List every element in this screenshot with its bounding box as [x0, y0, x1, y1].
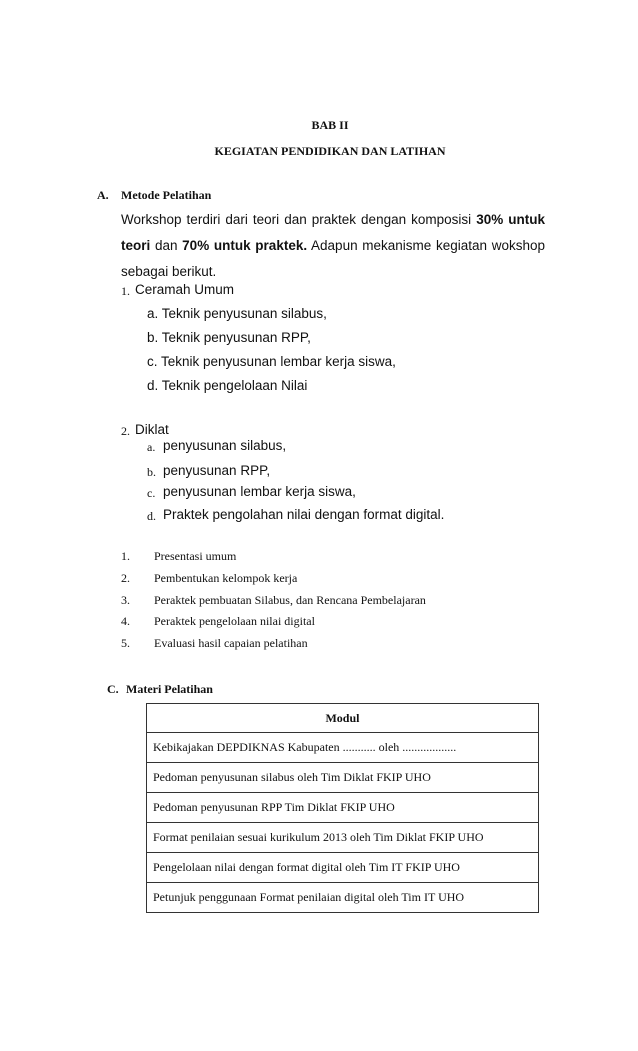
list2-item: Praktek pengolahan nilai dengan format digital. — [163, 507, 445, 522]
list2-letter: d. — [147, 509, 156, 523]
list1-item: a. Teknik penyusunan silabus, — [147, 306, 327, 321]
list2-title: Diklat — [135, 422, 169, 437]
table-cell: Pedoman penyusunan RPP Tim Diklat FKIP UHO — [147, 793, 539, 823]
table-cell: Pengelolaan nilai dengan format digital oleh Tim IT FKIP UHO — [147, 853, 539, 883]
list3-number: 4. — [121, 614, 130, 628]
list3-item: Pembentukan kelompok kerja — [154, 571, 298, 585]
table-row — [147, 763, 539, 793]
list3-item: Peraktek pengelolaan nilai digital — [154, 614, 315, 628]
section-a-letter: A. — [97, 188, 109, 202]
table-header-modul: Modul — [147, 704, 539, 733]
list2-item: penyusunan silabus, — [163, 438, 287, 453]
section-a-paragraph: Workshop terdiri dari teori dan praktek dengan komposisi 30% untuk teori dan 70% untuk praktek. Adapun mekanisme kegiatan wokshop sebagai berikut. — [121, 212, 545, 279]
list3-item: Peraktek pembuatan Silabus, dan Rencana Pembelajaran — [154, 593, 426, 607]
chapter-title: KEGIATAN PENDIDIKAN DAN LATIHAN — [214, 144, 446, 158]
table-cell: Format penilaian sesuai kurikulum 2013 oleh Tim Diklat FKIP UHO — [147, 823, 539, 853]
list2-item: penyusunan RPP, — [163, 463, 271, 478]
section-a-title: Metode Pelatihan — [121, 188, 212, 202]
table-cell: Pedoman penyusunan silabus oleh Tim Diklat FKIP UHO — [147, 763, 539, 793]
list1-item: b. Teknik penyusunan RPP, — [147, 330, 311, 345]
list3-number: 3. — [121, 593, 130, 607]
list1-title: Ceramah Umum — [135, 282, 235, 297]
list3-item: Presentasi umum — [154, 549, 237, 563]
list1-number: 1. — [121, 284, 130, 298]
modul-table — [146, 703, 539, 913]
table-row — [147, 883, 539, 913]
table-row — [147, 853, 539, 883]
table-row — [147, 793, 539, 823]
list3-number: 2. — [121, 571, 130, 585]
list2-letter: c. — [147, 486, 156, 500]
list2-letter: b. — [147, 465, 156, 479]
table-header-row — [147, 704, 539, 733]
table-cell: Petunjuk penggunaan Format penilaian digital oleh Tim IT UHO — [147, 883, 539, 913]
table-cell: Kebikajakan DEPDIKNAS Kabupaten ........... oleh .................. — [147, 733, 539, 763]
list3-number: 5. — [121, 636, 130, 650]
list1-item: c. Teknik penyusunan lembar kerja siswa, — [147, 354, 396, 369]
list1-item: d. Teknik pengelolaan Nilai — [147, 378, 308, 393]
table-row — [147, 733, 539, 763]
list2-number: 2. — [121, 424, 130, 438]
table-row — [147, 823, 539, 853]
list2-letter: a. — [147, 440, 156, 454]
list3-number: 1. — [121, 549, 130, 563]
section-c-letter: C. — [107, 682, 119, 696]
section-c-title: Materi Pelatihan — [126, 682, 213, 696]
list3-item: Evaluasi hasil capaian pelatihan — [154, 636, 308, 650]
list2-item: penyusunan lembar kerja siswa, — [163, 484, 356, 499]
chapter-number: BAB II — [311, 118, 349, 132]
